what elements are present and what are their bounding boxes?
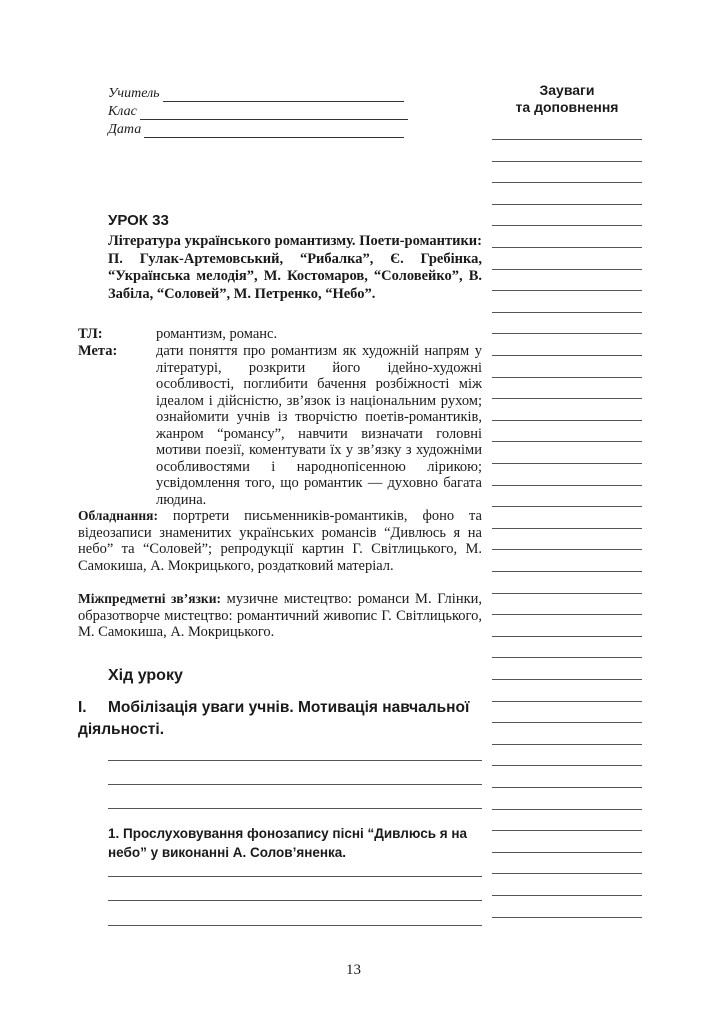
notes-line[interactable]: [492, 528, 642, 529]
course-heading: Хід уроку: [108, 667, 183, 684]
notes-line[interactable]: [492, 161, 642, 162]
sub-item: 1. Прослуховування фонозапису пісні “Дивлюсь я на небо” у виконанні А. Солов’яненка.: [108, 826, 468, 860]
answer-line[interactable]: [108, 925, 482, 926]
notes-line[interactable]: [492, 744, 642, 745]
goal-label: Мета:: [78, 343, 118, 359]
equipment-value: портрети письменників-романтиків, фоно та відеозаписи знаменитих українських романсів “Дивлюсь я на небо” та “Соловей”; репродукції картин Г. Світлицького, М. Самокиша, А. Мокрицького, роздатковий матеріал.: [78, 508, 482, 574]
notes-line[interactable]: [492, 290, 642, 291]
date-field[interactable]: [144, 124, 404, 138]
goal-value: дати поняття про романтизм як художній напрям у літературі, розкрити його ідейно-художні особливості, поглибити бачення розбіжності між ідеалом і дійсністю, зв’язок із національним рухом; ознайомити учнів із творчістю поетів-романтиків, жанром “романсу”, навчити визначати головні мотиви поезії, коментувати їх у зв’язку з художніми особливостями і народнопісенною лірикою; усвідомлення того, що романтик — духовно багата людина.: [156, 343, 482, 508]
teacher-label: Учитель: [108, 86, 160, 101]
interdisciplinary-value: музичне мистецтво: романси М. Глінки, образотворче мистецтво: романтичний живопис Г. Світлицького, М. Самокиша, А. Мокрицького.: [78, 591, 483, 640]
notes-line[interactable]: [492, 506, 642, 507]
tl-value: романтизм, романс.: [156, 326, 278, 342]
goal-row: [78, 343, 482, 508]
notes-line[interactable]: [492, 873, 642, 874]
notes-line[interactable]: [492, 139, 642, 140]
class-field[interactable]: [140, 106, 408, 120]
notes-line[interactable]: [492, 593, 642, 594]
notes-line[interactable]: [492, 549, 642, 550]
lesson-topic: Література українського романтизму. Поети-романтики: П. Гулак-Артемовський, “Рибалка”, Є. Гребінка, “Українська мелодія”, М. Костомаров, “Соловейко”, В. Забіла, “Соловей”, М. Петренко, “Небо”.: [108, 233, 482, 302]
notes-line[interactable]: [492, 636, 642, 637]
answer-line[interactable]: [108, 808, 482, 809]
answer-line[interactable]: [108, 876, 482, 877]
lesson-meta: [108, 84, 418, 138]
notes-line[interactable]: [492, 204, 642, 205]
notes-line[interactable]: [492, 722, 642, 723]
notes-line[interactable]: [492, 809, 642, 810]
equipment-row: [78, 508, 482, 574]
notes-line[interactable]: [492, 657, 642, 658]
teacher-row: [108, 84, 418, 102]
notes-line[interactable]: [492, 917, 642, 918]
notes-line[interactable]: [492, 765, 642, 766]
notes-title-line2: та доповнення: [515, 99, 619, 115]
answer-line[interactable]: [108, 900, 482, 901]
notes-title: [492, 82, 642, 116]
notes-line[interactable]: [492, 247, 642, 248]
section-title: Мобілізація уваги учнів. Мотивація навчальної діяльності.: [78, 699, 470, 738]
answer-line[interactable]: [108, 760, 482, 761]
notes-column: [492, 82, 642, 116]
answer-line[interactable]: [108, 784, 482, 785]
notes-title-line1: Зауваги: [539, 82, 595, 98]
notes-line[interactable]: [492, 571, 642, 572]
notes-line[interactable]: [492, 312, 642, 313]
class-label: Клас: [108, 104, 137, 119]
notes-line[interactable]: [492, 787, 642, 788]
section-number: I.: [78, 699, 87, 716]
interdisciplinary-row: [78, 591, 482, 641]
notes-line[interactable]: [492, 269, 642, 270]
notes-line[interactable]: [492, 182, 642, 183]
date-label: Дата: [108, 122, 142, 137]
notes-line[interactable]: [492, 333, 642, 334]
notes-line[interactable]: [492, 895, 642, 896]
notes-line[interactable]: [492, 398, 642, 399]
page-number: 13: [346, 962, 361, 978]
notes-line[interactable]: [492, 463, 642, 464]
section-heading: [78, 697, 483, 741]
interdisciplinary-label: Міжпредметні зв’язки:: [78, 591, 221, 606]
notes-line[interactable]: [492, 830, 642, 831]
notes-line[interactable]: [492, 485, 642, 486]
notes-line[interactable]: [492, 225, 642, 226]
notes-line[interactable]: [492, 614, 642, 615]
notes-line[interactable]: [492, 377, 642, 378]
teacher-field[interactable]: [163, 88, 404, 102]
equipment-label: Обладнання:: [78, 508, 158, 523]
notes-line[interactable]: [492, 852, 642, 853]
notes-line[interactable]: [492, 355, 642, 356]
notes-line[interactable]: [492, 420, 642, 421]
class-row: [108, 102, 418, 120]
date-row: [108, 120, 418, 138]
notes-line[interactable]: [492, 701, 642, 702]
notes-line[interactable]: [492, 441, 642, 442]
lesson-title: УРОК 33: [108, 212, 169, 229]
tl-label: ТЛ:: [78, 326, 103, 342]
tl-row: [78, 326, 482, 343]
notes-line[interactable]: [492, 679, 642, 680]
